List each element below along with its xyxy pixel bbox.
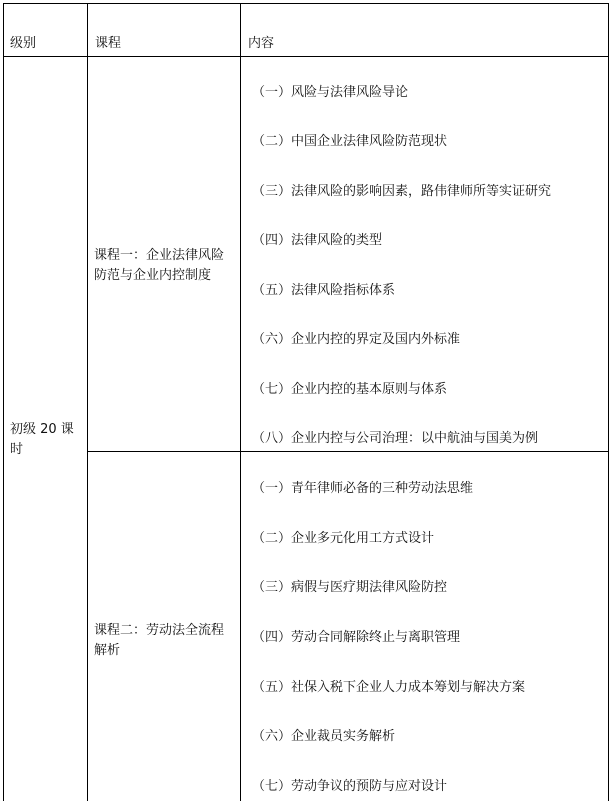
course-1-item: （二）中国企业法律风险防范现状 — [252, 134, 448, 149]
course-2-item: （四）劳动合同解除终止与离职管理 — [252, 630, 461, 645]
course-1-item: （七）企业内控的基本原则与体系 — [252, 382, 448, 397]
course-divider — [87, 451, 609, 452]
table-left-border — [3, 3, 4, 801]
course-1-item: （五）法律风险指标体系 — [252, 283, 396, 298]
course-2-item: （六）企业裁员实务解析 — [252, 729, 396, 744]
header-level: 级别 — [10, 36, 37, 51]
course-1-item: （四）法律风险的类型 — [252, 233, 383, 248]
level-course-divider — [87, 3, 88, 801]
table-right-border — [608, 3, 609, 801]
header-bottom-border — [3, 56, 609, 57]
course-2-item: （三）病假与医疗期法律风险防控 — [252, 580, 448, 595]
course-1-item: （三）法律风险的影响因素，路伟律师所等实证研究 — [252, 184, 552, 199]
course-2-item: （七）劳动争议的预防与应对设计 — [252, 779, 448, 794]
header-course: 课程 — [95, 36, 122, 51]
course-2-item: （二）企业多元化用工方式设计 — [252, 531, 435, 546]
course-content-divider — [240, 3, 241, 801]
course-2-item: （一）青年律师必备的三种劳动法思维 — [252, 481, 474, 496]
level-value: 初级 20 课时 — [10, 422, 74, 457]
course-title-1: 课程一：企业法律风险防范与企业内控制度 — [94, 248, 225, 283]
course-2-item: （五）社保入税下企业人力成本筹划与解决方案 — [252, 680, 526, 695]
header-content: 内容 — [248, 36, 275, 51]
course-1-item: （六）企业内控的界定及国内外标准 — [252, 332, 461, 347]
course-title-2: 课程二：劳动法全流程解析 — [94, 623, 225, 658]
table-top-border — [3, 3, 609, 4]
course-1-item: （一）风险与法律风险导论 — [252, 85, 409, 100]
course-1-item: （八）企业内控与公司治理：以中航油与国美为例 — [252, 431, 539, 446]
